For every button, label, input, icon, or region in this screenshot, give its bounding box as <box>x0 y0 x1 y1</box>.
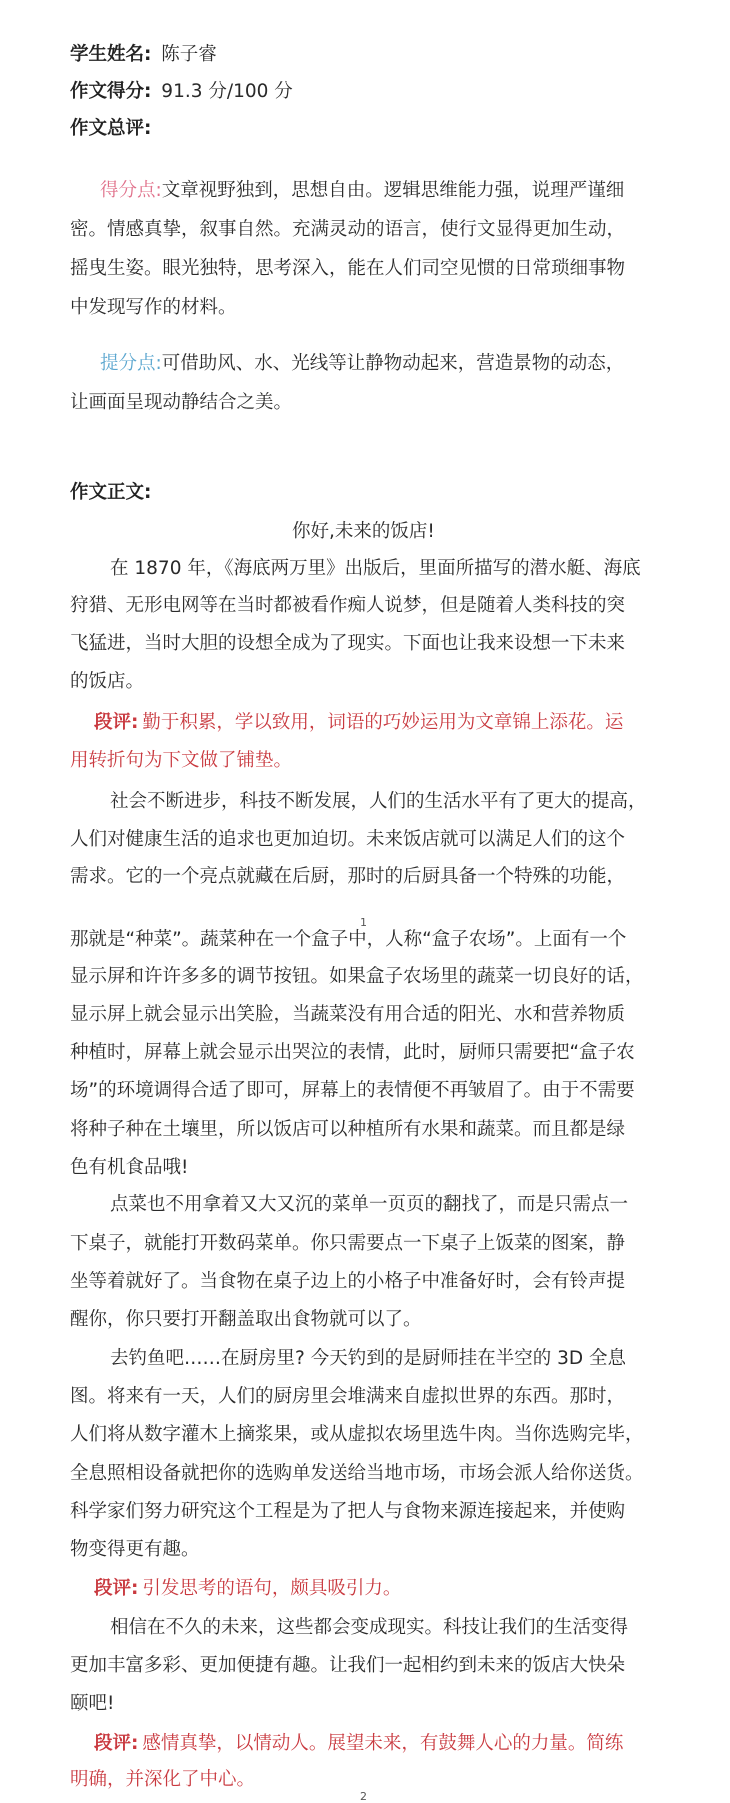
p2b-line-4: 种植时，屏幕上就会显示出哭泣的表情，此时，厨师只需要把“盒子农 <box>70 1042 635 1063</box>
p4-line-2: 图。将来有一天，人们的厨房里会堆满来自虚拟世界的东西。那时， <box>70 1386 626 1407</box>
comment-1-label: 段评: <box>94 712 139 733</box>
improve-line-1 <box>100 355 624 374</box>
p4-line-4: 全息照相设备就把你的选购单发送给当地市场，市场会派人给你送货。 <box>70 1463 644 1484</box>
student-name-label: 学生姓名: <box>70 44 152 65</box>
comment-2-text: 引发思考的语句，颇具吸引力。 <box>142 1578 402 1599</box>
p2-line-3: 需求。它的一个亮点就藏在后厨，那时的后厨具备一个特殊的功能， <box>70 866 626 887</box>
p5-line-2: 更加丰富多彩、更加便捷有趣。让我们一起相约到未来的饭店大快朵 <box>70 1655 626 1676</box>
strengths-label: 得分点: <box>100 180 162 201</box>
p2b-line-5: 场”的环境调得合适了即可，屏幕上的表情便不再皱眉了。由于不需要 <box>70 1080 635 1101</box>
page-number-2: 2 <box>360 1790 367 1803</box>
improve-label: 提分点: <box>100 353 162 374</box>
page-number-1: 1 <box>360 916 367 929</box>
p5-line-1: 相信在不久的未来，这些都会变成现实。科技让我们的生活变得 <box>110 1617 629 1638</box>
comment-3-line-2: 明确，并深化了中心。 <box>70 1769 256 1790</box>
essay-score-label: 作文得分: <box>70 81 152 102</box>
p4-line-3: 人们将从数字灌木上摘浆果，或从虚拟农场里选牛肉。当你选购完毕， <box>70 1424 644 1445</box>
p1-line-3: 飞猛进，当时大胆的设想全成为了现实。下面也让我来设想一下未来 <box>70 633 626 654</box>
p4-line-6: 物变得更有趣。 <box>70 1539 200 1560</box>
student-name-value: 陈子睿 <box>161 44 217 65</box>
p3-line-4: 醒你，你只要打开翻盖取出食物就可以了。 <box>70 1309 422 1330</box>
comment-3-text: 感情真挚，以情动人。展望未来，有鼓舞人心的力量。简练 <box>142 1733 624 1754</box>
p3-line-2: 下桌子，就能打开数码菜单。你只需要点一下桌子上饭菜的图案，静 <box>70 1233 626 1254</box>
p4-line-1: 去钓鱼吧……在厨房里? 今天钓到的是厨师挂在半空的 3D 全息 <box>110 1348 626 1369</box>
student-name-line <box>70 46 217 65</box>
improve-line-2: 让画面呈现动静结合之美。 <box>70 392 293 413</box>
comment-3-line-1 <box>94 1735 623 1754</box>
strengths-line-3: 摇曳生姿。眼光独特，思考深入，能在人们司空见惯的日常琐细事物 <box>70 258 626 279</box>
strengths-line-2: 密。情感真挚，叙事自然。充满灵动的语言，使行文显得更加生动， <box>70 219 626 240</box>
p3-line-1: 点菜也不用拿着又大又沉的菜单一页页的翻找了，而是只需点一 <box>110 1194 629 1215</box>
p2b-line-7: 色有机食品哦! <box>70 1157 189 1178</box>
comment-3-label: 段评: <box>94 1733 139 1754</box>
p2b-line-3: 显示屏上就会显示出笑脸，当蔬菜没有用合适的阳光、水和营养物质 <box>70 1004 626 1025</box>
comment-1-text: 勤于积累，学以致用，词语的巧妙运用为文章锦上添花。运 <box>142 712 624 733</box>
p5-line-3: 颐吧! <box>70 1693 115 1714</box>
essay-score-line <box>70 83 293 102</box>
strengths-text: 文章视野独到，思想自由。逻辑思维能力强，说理严谨细 <box>161 180 625 201</box>
p4-line-5: 科学家们努力研究这个工程是为了把人与食物来源连接起来，并使购 <box>70 1501 626 1522</box>
comment-1-line-1 <box>94 714 623 733</box>
comment-2-line-1 <box>94 1580 401 1599</box>
p2-line-2: 人们对健康生活的追求也更加迫切。未来饭店就可以满足人们的这个 <box>70 829 626 850</box>
overall-review-label: 作文总评: <box>70 118 152 139</box>
p1-line-4: 的饭店。 <box>70 671 145 692</box>
comment-2-label: 段评: <box>94 1578 139 1599</box>
improve-text: 可借助风、水、光线等让静物动起来，营造景物的动态， <box>161 353 625 374</box>
p2b-line-6: 将种子种在土壤里，所以饭店可以种植所有水果和蔬菜。而且都是绿 <box>70 1119 626 1140</box>
essay-section-label: 作文正文: <box>70 482 152 503</box>
strengths-line-4: 中发现写作的材料。 <box>70 297 237 318</box>
essay-title: 你好,未来的饭店! <box>292 521 435 542</box>
p2b-line-2: 显示屏和许许多多的调节按钮。如果盒子农场里的蔬菜一切良好的话， <box>70 966 644 987</box>
p3-line-3: 坐等着就好了。当食物在桌子边上的小格子中准备好时，会有铃声提 <box>70 1271 626 1292</box>
strengths-line-1 <box>100 182 624 201</box>
essay-score-value: 91.3 分/100 分 <box>161 81 293 102</box>
p2-line-1: 社会不断进步，科技不断发展，人们的生活水平有了更大的提高， <box>110 791 647 812</box>
comment-1-line-2: 用转折句为下文做了铺垫。 <box>70 750 293 771</box>
p2b-line-1: 那就是“种菜”。蔬菜种在一个盒子中，人称“盒子农场”。上面有一个 <box>70 929 627 950</box>
p1-line-1: 在 1870 年，《海底两万里》出版后，里面所描写的潜水艇、海底 <box>110 558 641 579</box>
p1-line-2: 狩猎、无形电网等在当时都被看作痴人说梦，但是随着人类科技的突 <box>70 595 626 616</box>
